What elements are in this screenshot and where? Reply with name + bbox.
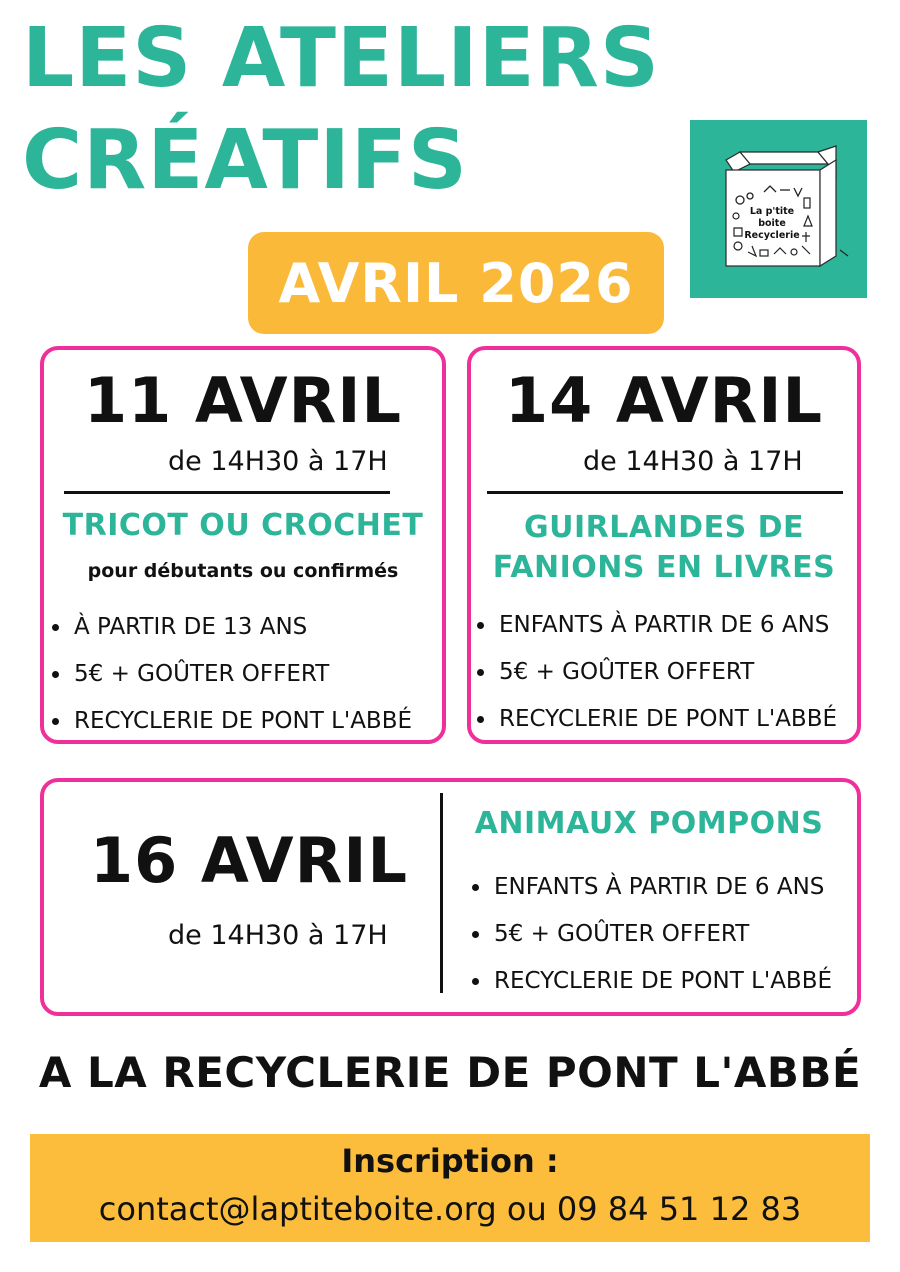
detail-price: 5€ + GOÛTER OFFERT <box>48 651 412 698</box>
recyclerie-box-logo-icon <box>690 120 867 298</box>
detail-age: ENFANTS À PARTIR DE 6 ANS <box>468 864 832 911</box>
logo <box>690 120 867 298</box>
card-vertical-divider <box>440 793 443 993</box>
workshop-card-3 <box>40 778 861 1016</box>
workshop-card-1 <box>40 346 446 744</box>
divider <box>64 491 390 494</box>
workshop-details <box>48 604 412 745</box>
detail-place: RECYCLERIE DE PONT L'ABBÉ <box>48 698 412 745</box>
workshop-subtitle: pour débutants ou confirmés <box>87 560 399 582</box>
location-heading: A LA RECYCLERIE DE PONT L'ABBÉ <box>38 1048 862 1097</box>
workshop-details <box>468 864 832 1005</box>
workshop-hours: de 14H30 à 17H <box>168 446 388 477</box>
workshop-date: 11 AVRIL <box>84 364 402 437</box>
logo-text-1: La p'tite <box>749 206 795 217</box>
detail-price: 5€ + GOÛTER OFFERT <box>473 649 837 696</box>
detail-age: À PARTIR DE 13 ANS <box>48 604 412 651</box>
activity-line-2: FANIONS EN LIVRES <box>492 550 836 585</box>
workshop-activity <box>471 508 857 588</box>
detail-place: RECYCLERIE DE PONT L'ABBÉ <box>468 958 832 1005</box>
activity-line-1: GUIRLANDES DE <box>523 510 805 545</box>
detail-age: ENFANTS À PARTIR DE 6 ANS <box>473 602 837 649</box>
title-line-2: CRÉATIFS <box>22 113 468 208</box>
page-title <box>22 8 682 212</box>
inscription-banner <box>30 1134 870 1242</box>
inscription-contact: contact@laptiteboite.org ou 09 84 51 12 83 <box>98 1190 802 1228</box>
month-badge: AVRIL 2026 <box>248 232 664 334</box>
workshop-card-2 <box>467 346 861 744</box>
logo-text-3: Recyclerie <box>744 230 800 241</box>
workshop-date: 14 AVRIL <box>505 364 823 437</box>
logo-text-2: boite <box>758 218 786 229</box>
inscription-label: Inscription : <box>341 1142 559 1180</box>
workshop-details <box>473 602 837 743</box>
title-line-1: LES ATELIERS <box>22 11 660 106</box>
workshop-hours: de 14H30 à 17H <box>168 920 388 951</box>
workshop-activity: TRICOT OU CROCHET <box>62 508 424 543</box>
detail-place: RECYCLERIE DE PONT L'ABBÉ <box>473 696 837 743</box>
workshop-activity: ANIMAUX POMPONS <box>474 806 824 841</box>
workshop-date: 16 AVRIL <box>90 824 408 897</box>
divider <box>487 491 843 494</box>
workshop-hours: de 14H30 à 17H <box>583 446 803 477</box>
detail-price: 5€ + GOÛTER OFFERT <box>468 911 832 958</box>
